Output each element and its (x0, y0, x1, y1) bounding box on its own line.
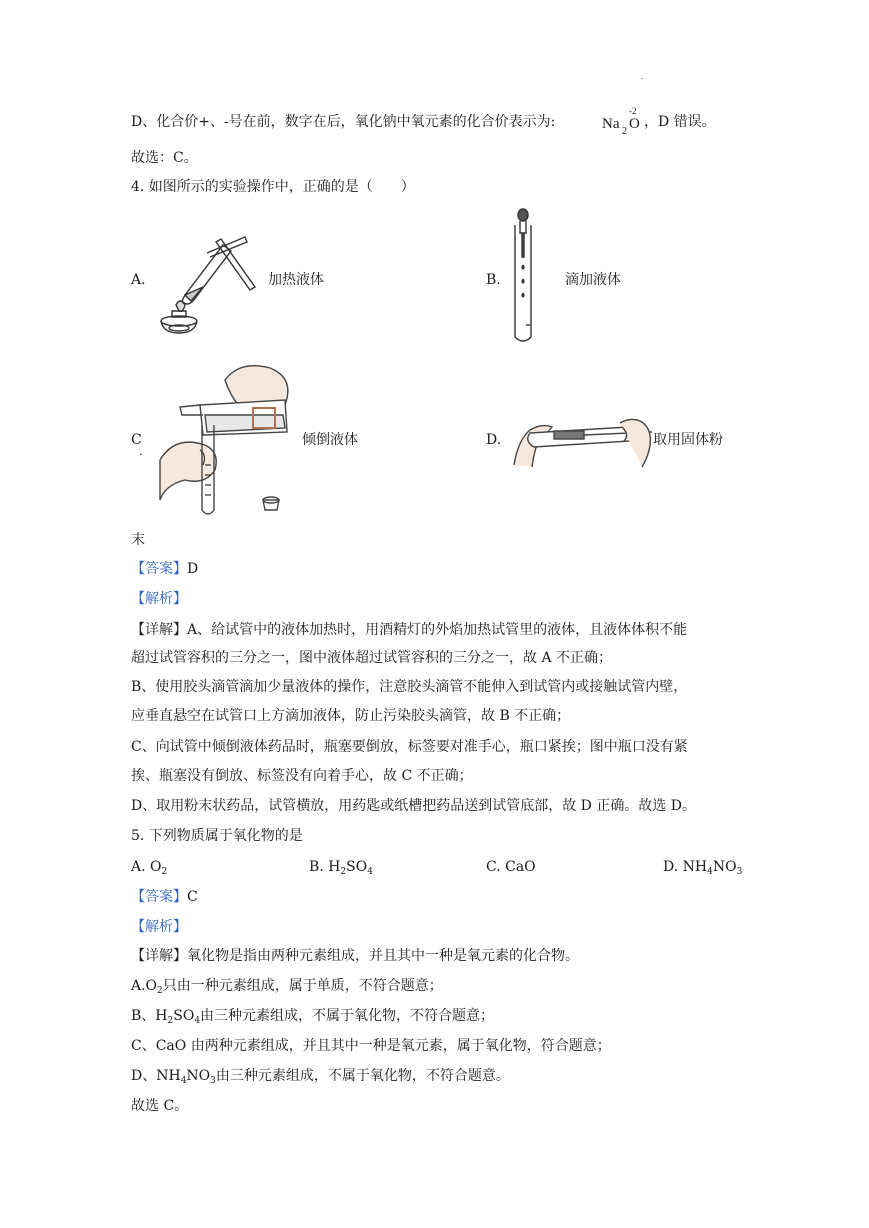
q5-option-d-sub1: 4 (707, 867, 713, 877)
formula-o: O (629, 116, 640, 132)
prev-answer-choice: 故选：C。 (131, 150, 198, 166)
analysis-5-label: 【解析】 (131, 919, 187, 935)
q5-option-d-text: D. NH (663, 859, 708, 875)
detail-5-2sub: 2 (157, 986, 163, 996)
detail-5-line-3 (131, 1006, 494, 1031)
formula-valence: -2 (629, 106, 637, 116)
detail-4-line-6: 挨、瓶塞没有倒放、标签没有向着手心，故 C 不正确； (131, 768, 473, 784)
detail-5-line-4: C、CaO 由两种元素组成，并且其中一种是氧元素，属于氧化物，符合题意； (131, 1038, 611, 1054)
detail-4-text-1: A、给试管中的液体加热时，用酒精灯的外焰加热试管里的液体，且液体体积不能 (187, 622, 688, 638)
answer-4-value: D (187, 561, 199, 577)
answer-5 (131, 887, 198, 907)
detail-5-3sub1: 2 (167, 1016, 174, 1026)
q5-option-d-sub2: 3 (736, 867, 743, 877)
detail-4-line-2: 超过试管容积的三分之一，图中液体超过试管容积的三分之一，故 A 不正确； (131, 650, 613, 666)
prev-option-d (131, 112, 555, 132)
detail-5-5b: 由三种元素组成，不属于氧化物，不符合题意。 (215, 1068, 510, 1084)
q5-option-b-text: B. H (309, 859, 341, 875)
question-5: 5. 下列物质属于氧化物的是 (131, 828, 303, 844)
formula-subscript: 2 (622, 126, 627, 137)
detail-4-label: 【详解】 (131, 622, 187, 638)
solid-powder-figure (512, 405, 660, 475)
detail-5-5mid: NO (186, 1068, 211, 1084)
dropping-liquid-figure (508, 205, 548, 345)
q4-option-c-dot: . (139, 445, 143, 458)
detail-5-2a: A.O (131, 978, 158, 994)
q5-option-b (309, 857, 373, 882)
q5-option-d (663, 857, 742, 882)
q5-option-a-text: A. O (131, 859, 162, 875)
answer-5-label: 【答案】 (131, 889, 187, 905)
sodium-oxide-formula (602, 108, 642, 138)
detail-5-3sub2: 4 (194, 1016, 201, 1026)
page-mark: . (641, 72, 644, 81)
detail-5-5sub1: 4 (180, 1076, 187, 1086)
formula-na: Na (602, 116, 620, 132)
heating-liquid-figure (155, 225, 265, 335)
answer-4-label: 【答案】 (131, 561, 187, 577)
detail-5-text-1: 氧化物是指由两种元素组成，并且其中一种是氧元素的化合物。 (187, 948, 579, 964)
detail-5-line-1 (131, 946, 579, 966)
q5-option-b-sub1: 2 (340, 867, 347, 877)
q5-option-d-mid: NO (712, 859, 737, 875)
detail-4-line-1 (131, 620, 687, 640)
q5-option-b-mid: SO (346, 859, 368, 875)
q4-option-a-text: 加热液体 (268, 272, 324, 288)
detail-4-line-3: B、使用胶头滴管滴加少量液体的操作，注意胶头滴管不能伸入到试管内或接触试管内壁， (131, 679, 688, 695)
answer-5-value: C (187, 889, 198, 905)
detail-4-line-5: C、向试管中倾倒液体药品时，瓶塞要倒放，标签要对准手心，瓶口紧挨；图中瓶口没有紧 (131, 739, 688, 755)
q5-option-c: C. CaO (486, 859, 536, 875)
question-4: 4. 如图所示的实验操作中，正确的是（ ） (131, 179, 415, 195)
pouring-liquid-figure (155, 360, 305, 520)
detail-5-label: 【详解】 (131, 948, 187, 964)
detail-5-3a: B、H (131, 1008, 168, 1024)
detail-5-3b: 由三种元素组成，不属于氧化物，不符合题意； (200, 1008, 495, 1024)
q5-option-b-sub2: 4 (367, 867, 373, 877)
prev-option-d-text: D、化合价+、-号在前，数字在后，氧化钠中氧元素的化合价表示为: (131, 114, 556, 130)
answer-4 (131, 559, 198, 579)
detail-5-line-5 (131, 1066, 510, 1091)
detail-5-5a: D、NH (131, 1068, 181, 1084)
q4-option-d-text: 取用固体粉 (653, 432, 723, 448)
q4-option-c-text: 倾倒液体 (302, 432, 358, 448)
detail-5-2b: 只由一种元素组成，属于单质，不符合题意； (162, 978, 443, 994)
q5-option-a-sub: 2 (161, 867, 168, 877)
detail-5-line-2 (131, 976, 443, 1001)
q5-option-a (131, 857, 167, 882)
q4-option-d-continued: 末 (131, 532, 145, 548)
analysis-4-label: 【解析】 (131, 591, 187, 607)
q4-option-d-label: D. (486, 432, 502, 448)
q4-option-b-text: 滴加液体 (565, 272, 621, 288)
q4-option-b-label: B. (486, 272, 501, 288)
detail-5-5sub2: 3 (210, 1076, 216, 1086)
q4-option-a-label: A. (131, 272, 146, 288)
detail-4-line-4: 应垂直悬空在试管口上方滴加液体，防止污染胶头滴管，故 B 不正确； (131, 708, 571, 724)
detail-5-3mid: SO (173, 1008, 195, 1024)
q4-option-c-label: C (131, 432, 142, 448)
final-answer-choice: 故选 C。 (131, 1098, 189, 1114)
prev-option-d-end: ，D 错误。 (644, 114, 716, 130)
detail-4-line-7: D、取用粉末状药品，试管横放，用药匙或纸槽把药品送到试管底部，故 D 正确。故选 D。 (131, 798, 697, 814)
